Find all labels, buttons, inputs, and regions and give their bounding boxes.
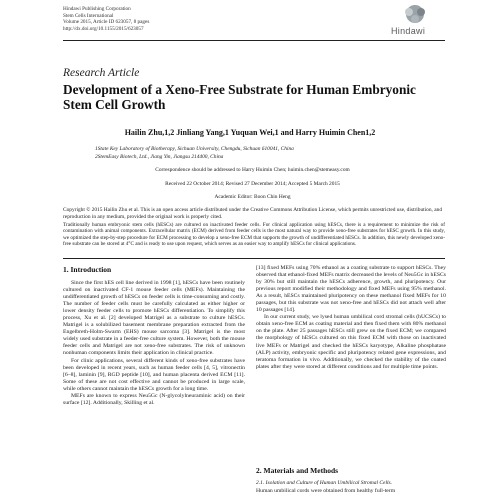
hindawi-logo-text: Hindawi: [391, 26, 426, 36]
paragraph: Human umbilical cords were obtained from healthy full-term: [256, 488, 396, 494]
copyright-notice: Copyright © 2015 Hailin Zhu et al. This is an open access article distributed under the Creative Commons Attribution License, which permits unrestricted use, distribution, and reproduction in any medium, provided the original work is properly cited.: [63, 207, 443, 220]
paragraph: In our current study, we lysed human umbilical cord stromal cells (hUCSCs) to obtain xeno-free ECM as coating material and then fixed them with 80% methanol on the plate. After 25 passages hESCs still grew on the fixed ECM; we compared the morphology of hESCs cultured on this fixed ECM with those on inactivated live MEFs or Matrigel and checked the hESCs karyotype, Alkaline phosphatase (ALP) activity, embryonic specific and pluripotency related gene expressions, and teratoma formation in vivo. Additionally, we checked the stability of the coated plates after they were stored at different conditions and for multiple time points.: [256, 314, 446, 370]
paragraph: Since the first hES cell line derived in 1998 [1], hESCs have been routinely cultured on inactivated CF-1 mouse feeder cells (MEFs). Maintaining the undifferentiated growth of hESCs on feeder cells is time-consuming and costly. The number of feeder cells must be carefully calculated as either higher or lower density feeder cells to promote hESCs differentiation. To simplify this process, Xu et al. [2] developed Matrigel as a substrate to culture hESCs. Matrigel is a solubilized basement membrane preparation extracted from the Engelbreth-Holm-Swarm (EHS) mouse sarcoma [3]. Matrigel is the most widely used substrate in a feeder-free culture system. However, both the mouse feeder cells and Matrigel are not xeno-free substrates. The risk of unknown nonhuman components limits their application in clinical practice.: [63, 280, 245, 357]
subsection-heading: 2.1. Isolation and Culture of Human Umbilical Stromal Cells.: [256, 480, 393, 486]
academic-editor: Academic Editor: Boon Chin Heng: [214, 194, 291, 200]
affiliation-1: 1State Key Laboratory of Biotherapy, Sichuan University, Chengdu, Sichuan 610041, China: [95, 146, 294, 152]
header-rule: [63, 40, 445, 41]
paragraph: [13] fixed MEFs using 70% ethanol as a coating substrate to support hESCs. They observed that ethanol-fixed MEFs matrix decreased the levels of Neu5Gc in hESCs by 30% but still maintain the hESCs adherence, growth, and pluripotency. Our previous report modified their methodology and fixed MEFs using 95% methanol. As a result, hESCs maintained pluripotency on these methanol fixed MEFs for 10 passages, but this substrate was not xeno-free and hESCs did not attach well after 10 passages [14].: [256, 265, 447, 314]
abstract-rule: [63, 258, 445, 259]
correspondence: Correspondence should be addressed to Harry Huimin Chen; huimin.chen@stemeasy.com: [155, 167, 350, 173]
received-dates: Received 22 October 2014; Revised 27 December 2014; Accepted 5 March 2015: [165, 181, 340, 187]
paragraph: For clinic applications, several different kinds of xeno-free substrates have been developed in recent years, such as human feeder cells [4, 5], vitronectin [6–8], laminin [9], RGD peptide [10], and human placenta derived ECM [11]. Some of these are not cost effective and cannot be produced in large scale, while others cannot maintain the hESCs growth for a long time.: [63, 357, 245, 392]
journal-name: Stem Cells International: [63, 12, 114, 19]
section-heading-introduction: 1. Introduction: [63, 265, 112, 274]
paper-title: Development of a Xeno-Free Substrate for Human Embryonic Stem Cell Growth: [63, 82, 416, 112]
abstract: Traditionally human embryonic stem cells (hESCs) are cultured on inactivated feeder cells. For clinical application using hESCs, there is a requirement to minimize the risk of contamination with animal components. Extracellular matrix (ECM) derived from feeder cells is the most natural way to provide xeno-free substrates for hESC growth. In this study, we optimized the step-by-step procedure for ECM processing to develop a xeno-free ECM that supports the growth of undifferentiated hESCs. In addition, this newly developed xeno-free substrate can be stored at 4°C and is ready to use upon request, which serves as an easier way to amplify hESCs for clinical applications.: [63, 222, 445, 248]
paragraph: MEFs are known to express Neu5Gc (N-glycolylneuraminic acid) on their surface [12]. Additionally, Skilling et al.: [63, 392, 245, 406]
affiliation-2: 2StemEasy Biotech, Ltd., Jiang Yin, Jiangsu 214400, China: [95, 154, 224, 160]
author-list: Hailin Zhu,1,2 Jinliang Yang,1 Yuquan Wei,1 and Harry Huimin Chen1,2: [124, 128, 376, 137]
volume-line: Volume 2015, Article ID 623057, 8 pages: [63, 19, 150, 26]
journal-header: [63, 6, 149, 32]
doi-link[interactable]: http://dx.doi.org/10.1155/2015/623057: [63, 25, 144, 32]
section-heading-methods: 2. Materials and Methods: [256, 466, 339, 475]
right-column: [256, 265, 446, 371]
article-type: Research Article: [63, 67, 140, 79]
publisher: Hindawi Publishing Corporation: [63, 6, 131, 12]
left-column: [63, 280, 245, 407]
